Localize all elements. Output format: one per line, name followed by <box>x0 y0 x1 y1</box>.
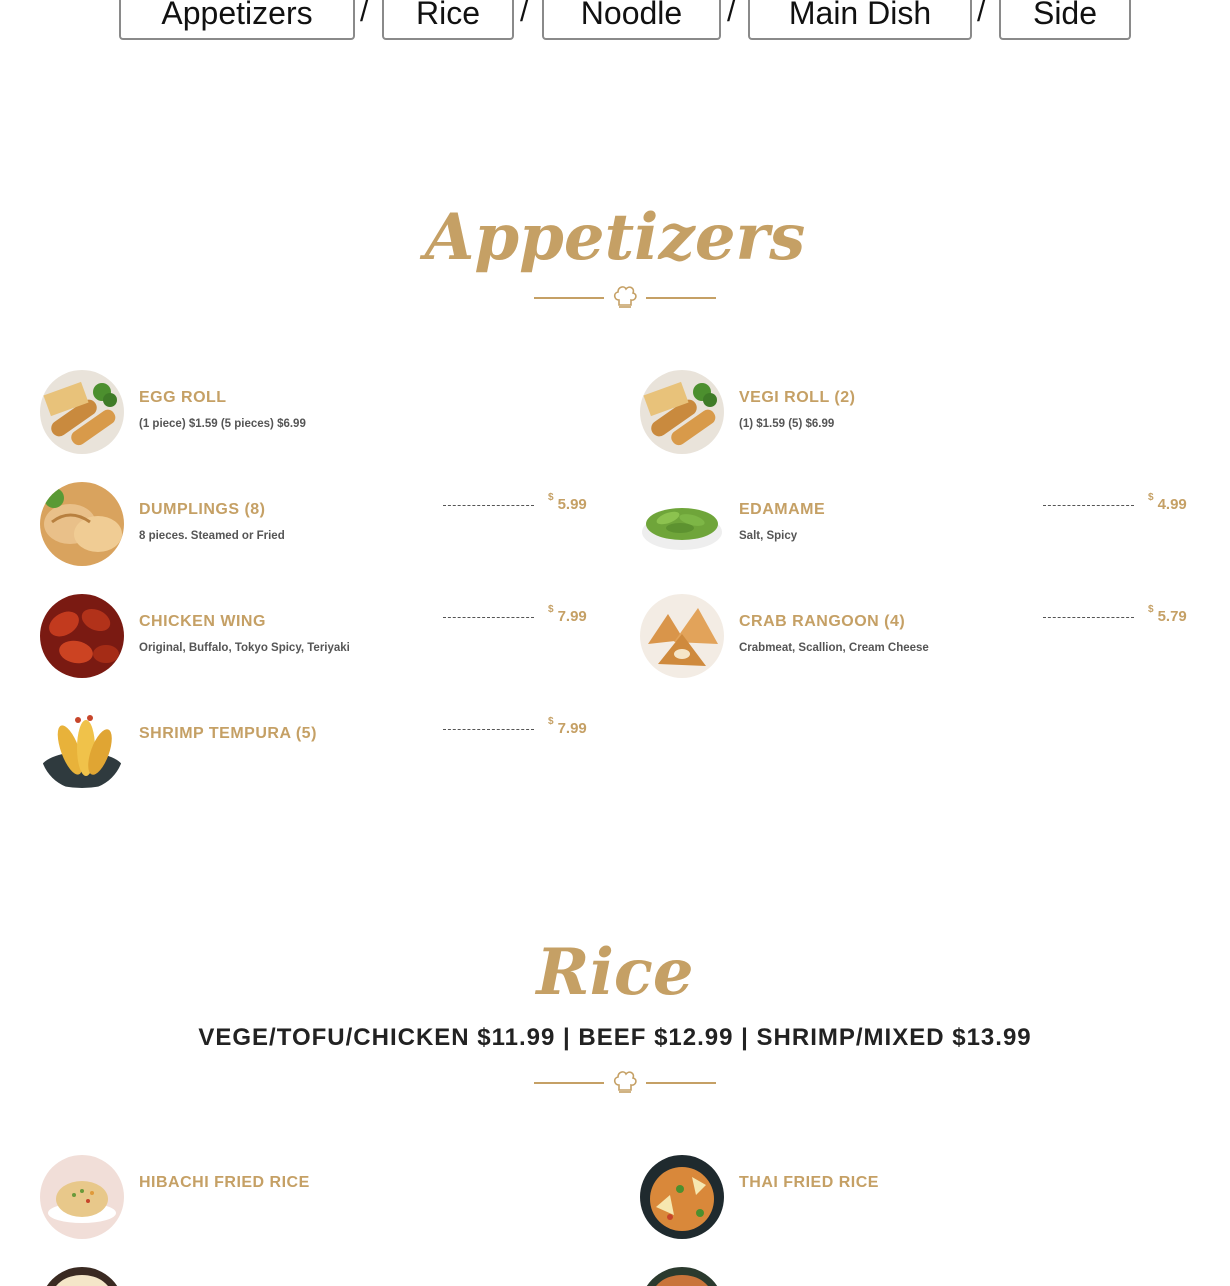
item-name: VEGI ROLL (2) <box>739 389 856 406</box>
menu-item[interactable] <box>640 594 1190 684</box>
thai-fried-rice-icon <box>640 1155 724 1239</box>
menu-item[interactable] <box>640 370 1190 460</box>
price-amount: 5.79 <box>1157 608 1187 625</box>
divider-line <box>646 1082 716 1084</box>
dumpling-icon <box>40 482 124 566</box>
currency-symbol: $ <box>548 716 554 727</box>
nav-separator: / <box>520 0 529 28</box>
currency-symbol: $ <box>548 604 554 615</box>
nav-tab-label: Noodle <box>580 0 683 31</box>
section-title-rice: Rice <box>536 935 694 1010</box>
price-leader <box>443 505 534 506</box>
item-name: HIBACHI FRIED RICE <box>139 1174 310 1191</box>
section-title-appetizers: Appetizers <box>424 200 806 275</box>
edamame-icon <box>640 482 724 566</box>
menu-item[interactable] <box>40 594 590 684</box>
item-description: Crabmeat, Scallion, Cream Cheese <box>739 642 929 654</box>
menu-item[interactable] <box>40 1267 590 1286</box>
fried-rice-icon <box>40 1155 124 1239</box>
item-description: Original, Buffalo, Tokyo Spicy, Teriyaki <box>139 642 350 654</box>
divider-line <box>534 297 604 299</box>
menu-item[interactable] <box>40 706 590 796</box>
item-name: CHICKEN WING <box>139 613 266 630</box>
item-name: THAI FRIED RICE <box>739 1174 879 1191</box>
price-leader <box>1043 505 1134 506</box>
price-amount: 7.99 <box>557 720 587 737</box>
fried-rice-icon <box>640 1267 724 1286</box>
category-nav <box>0 0 1230 60</box>
item-price <box>548 602 587 625</box>
divider-line <box>534 1082 604 1084</box>
nav-tab-side[interactable] <box>999 0 1131 40</box>
section-divider <box>532 1068 718 1098</box>
nav-tab-label: Appetizers <box>161 0 313 31</box>
currency-symbol: $ <box>1148 492 1154 503</box>
item-name: EGG ROLL <box>139 389 227 406</box>
menu-item[interactable] <box>640 482 1190 572</box>
item-price <box>1148 602 1187 625</box>
price-leader <box>443 729 534 730</box>
item-name: CRAB RANGOON (4) <box>739 613 906 630</box>
item-description: 8 pieces. Steamed or Fried <box>139 530 285 542</box>
price-amount: 4.99 <box>1157 496 1187 513</box>
shrimp-tempura-icon <box>40 706 124 790</box>
nav-separator: / <box>727 0 736 28</box>
item-name: EDAMAME <box>739 501 826 518</box>
item-price <box>548 490 587 513</box>
divider-line <box>646 297 716 299</box>
item-name: DUMPLINGS (8) <box>139 501 266 518</box>
item-description: (1) $1.59 (5) $6.99 <box>739 418 835 430</box>
egg-roll-icon <box>40 370 124 454</box>
item-description: Salt, Spicy <box>739 530 798 542</box>
nav-tab-label: Main Dish <box>788 0 932 31</box>
nav-tab-main-dish[interactable] <box>748 0 972 40</box>
chef-hat-icon <box>612 1068 638 1096</box>
chicken-wing-icon <box>40 594 124 678</box>
item-name: SHRIMP TEMPURA (5) <box>139 725 317 742</box>
price-leader <box>1043 617 1134 618</box>
egg-roll-icon <box>640 370 724 454</box>
menu-item[interactable] <box>40 1155 590 1245</box>
fried-rice-icon <box>40 1267 124 1286</box>
nav-tab-label: Side <box>1032 0 1098 31</box>
nav-tab-label: Rice <box>415 0 480 31</box>
nav-separator: / <box>977 0 986 28</box>
rice-price-subtitle: VEGE/TOFU/CHICKEN $11.99 | BEEF $12.99 | SHRIMP/MIXED $13.99 <box>198 1024 1032 1051</box>
nav-separator: / <box>360 0 369 28</box>
item-description: (1 piece) $1.59 (5 pieces) $6.99 <box>139 418 306 430</box>
nav-tab-appetizers[interactable] <box>119 0 355 40</box>
price-leader <box>443 617 534 618</box>
currency-symbol: $ <box>1148 604 1154 615</box>
chef-hat-icon <box>612 283 638 311</box>
nav-tab-noodle[interactable] <box>542 0 721 40</box>
price-amount: 5.99 <box>557 496 587 513</box>
item-price <box>1148 490 1187 513</box>
crab-rangoon-icon <box>640 594 724 678</box>
price-amount: 7.99 <box>557 608 587 625</box>
section-divider <box>532 283 718 313</box>
menu-item[interactable] <box>40 482 590 572</box>
item-price <box>548 714 587 737</box>
menu-item[interactable] <box>640 1155 1190 1245</box>
currency-symbol: $ <box>548 492 554 503</box>
menu-item[interactable] <box>640 1267 1190 1286</box>
menu-item[interactable] <box>40 370 590 460</box>
nav-tab-rice[interactable] <box>382 0 514 40</box>
